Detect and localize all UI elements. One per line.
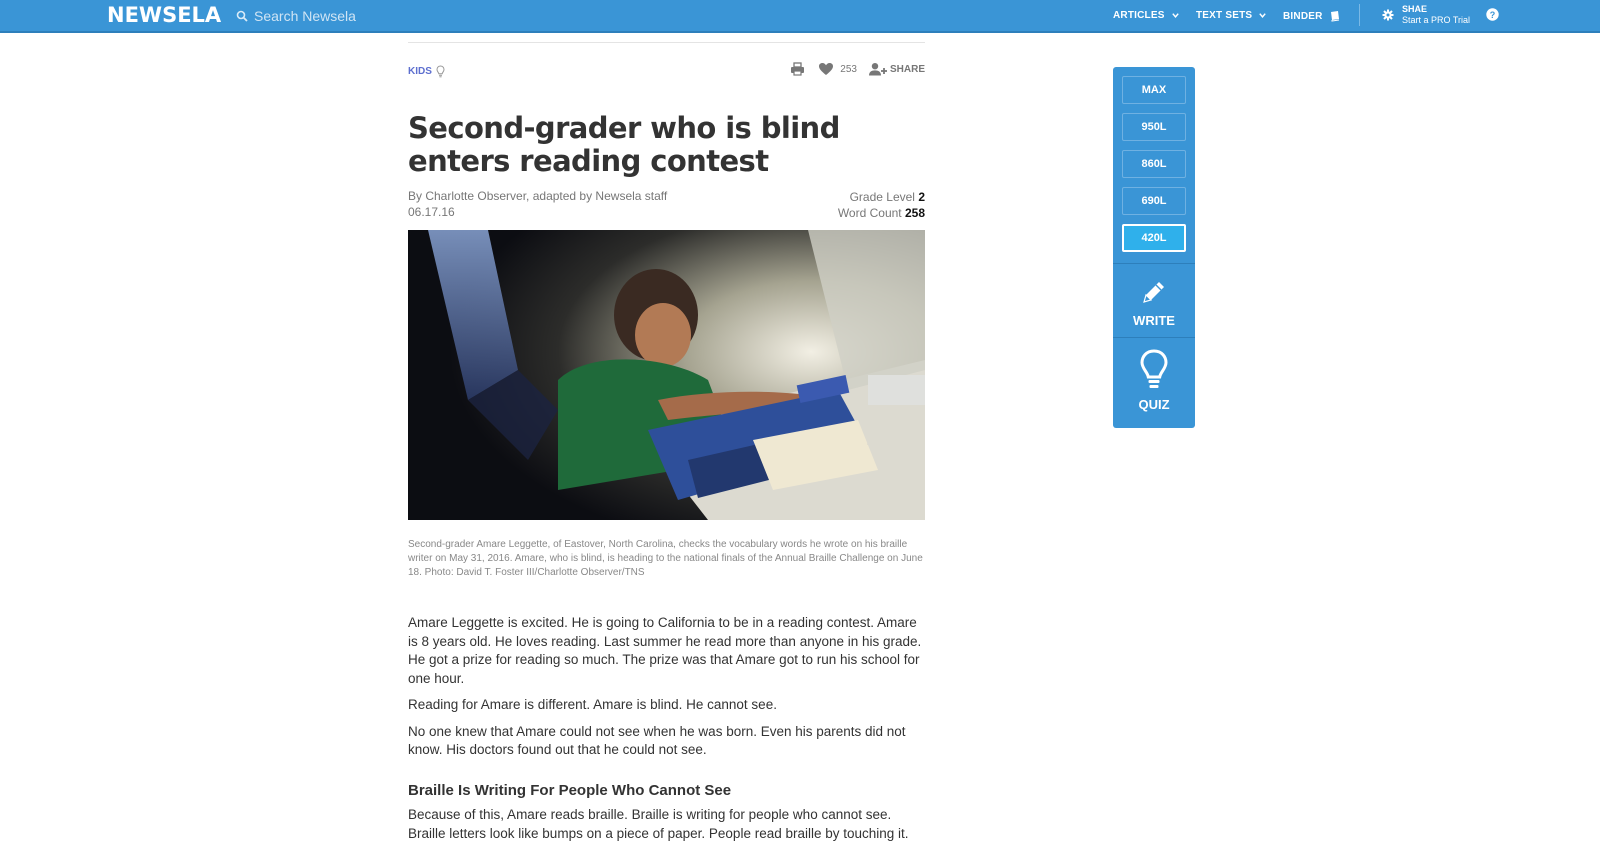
- share-button[interactable]: [868, 62, 925, 76]
- level-button-690l[interactable]: 690L: [1122, 187, 1186, 215]
- book-icon: [1329, 10, 1341, 22]
- section-heading: Braille Is Writing For People Who Cannot See: [408, 781, 732, 799]
- panel-divider: [1113, 263, 1195, 264]
- nav-text-sets[interactable]: [1196, 10, 1267, 21]
- nav-text-sets-label: TEXT SETS: [1196, 10, 1253, 21]
- svg-text:?: ?: [1489, 10, 1496, 20]
- help-icon[interactable]: [1486, 8, 1499, 21]
- author-line: By Charlotte Observer, adapted by Newsela staff: [408, 189, 668, 203]
- paragraph: Because of this, Amare reads braille. Braille is writing for people who cannot see. Braille letters look like bumps on a piece of paper. People read braille by touching it.: [408, 807, 909, 841]
- paragraph: Reading for Amare is different. Amare is blind. He cannot see.: [408, 697, 777, 712]
- article-title: Second-grader who is blind enters reading contest: [408, 111, 840, 178]
- chevron-down-icon: [1258, 11, 1267, 20]
- grade-level-value: 2: [918, 190, 925, 204]
- level-button-860l[interactable]: 860L: [1122, 150, 1186, 178]
- search-box[interactable]: [236, 6, 536, 26]
- grade-level: [838, 189, 925, 205]
- lightbulb-icon: [436, 65, 445, 78]
- like-count: 253: [840, 63, 857, 75]
- nav-binder[interactable]: [1283, 10, 1341, 22]
- panel-divider: [1113, 337, 1195, 338]
- add-user-icon: [868, 62, 888, 76]
- write-label: WRITE: [1133, 313, 1175, 328]
- share-label: SHARE: [889, 63, 925, 75]
- user-text: [1402, 4, 1470, 26]
- user-name: SHAE: [1402, 4, 1428, 14]
- paragraph: No one knew that Amare could not see when he was born. Even his parents did not know. His doctors found out that he could not see.: [408, 723, 906, 757]
- grade-level-label: Grade Level: [849, 190, 915, 204]
- nav-articles[interactable]: [1113, 10, 1180, 21]
- pro-trial-link[interactable]: Start a PRO Trial: [1402, 15, 1471, 25]
- article-body: [408, 614, 925, 846]
- paragraph: Amare Leggette is excited. He is going to California to be in a reading contest. Amare is 8 years old. He loves reading. Last summer he read more than anyone in his grade. He got a prize for reading so much. The prize was that Amare got to run his school for one hour.: [408, 615, 922, 686]
- article-actions: [790, 62, 925, 76]
- word-count: [838, 205, 925, 221]
- divider: [408, 42, 925, 43]
- print-icon[interactable]: [790, 62, 805, 76]
- user-menu[interactable]: [1382, 4, 1470, 26]
- article-photo: [408, 230, 925, 520]
- publish-date: 06.17.16: [408, 205, 455, 219]
- pencil-icon: [1139, 277, 1169, 307]
- word-count-value: 258: [904, 206, 925, 220]
- level-button-420l[interactable]: 420L: [1122, 224, 1186, 252]
- lightbulb-icon: [1139, 349, 1169, 391]
- nav-binder-label: BINDER: [1283, 10, 1323, 22]
- search-input[interactable]: [254, 8, 514, 24]
- search-icon: [236, 10, 248, 22]
- word-count-label: Word Count: [837, 206, 902, 220]
- gear-icon: [1382, 9, 1394, 21]
- chevron-down-icon: [1171, 11, 1180, 20]
- photo-caption: Second-grader Amare Leggette, of Eastover, North Carolina, checks the vocabulary words he wrote on his braille writer on May 31, 2016. Amare, who is blind, is heading to the national finals of the Annual Braille Challenge on June 18. Photo: David T. Foster III/Charlotte Observer/TNS: [408, 539, 923, 578]
- level-button-950l[interactable]: 950L: [1122, 113, 1186, 141]
- section-label[interactable]: [408, 65, 445, 78]
- nav-divider: [1359, 4, 1360, 26]
- newsela-logo[interactable]: NEWSELA: [107, 3, 222, 27]
- nav-articles-label: ARTICLES: [1113, 10, 1165, 21]
- article-meta-row: [408, 62, 925, 82]
- write-button[interactable]: [1113, 277, 1195, 328]
- top-navigation-bar: [0, 0, 1600, 33]
- reading-level-panel: [1113, 67, 1195, 428]
- level-button-max[interactable]: MAX: [1122, 76, 1186, 104]
- article-stats: [838, 189, 925, 221]
- quiz-button[interactable]: [1113, 349, 1195, 412]
- quiz-label: QUIZ: [1138, 397, 1170, 412]
- byline: [408, 188, 667, 220]
- section-label-text: KIDS: [408, 66, 432, 77]
- heart-icon[interactable]: [818, 62, 834, 76]
